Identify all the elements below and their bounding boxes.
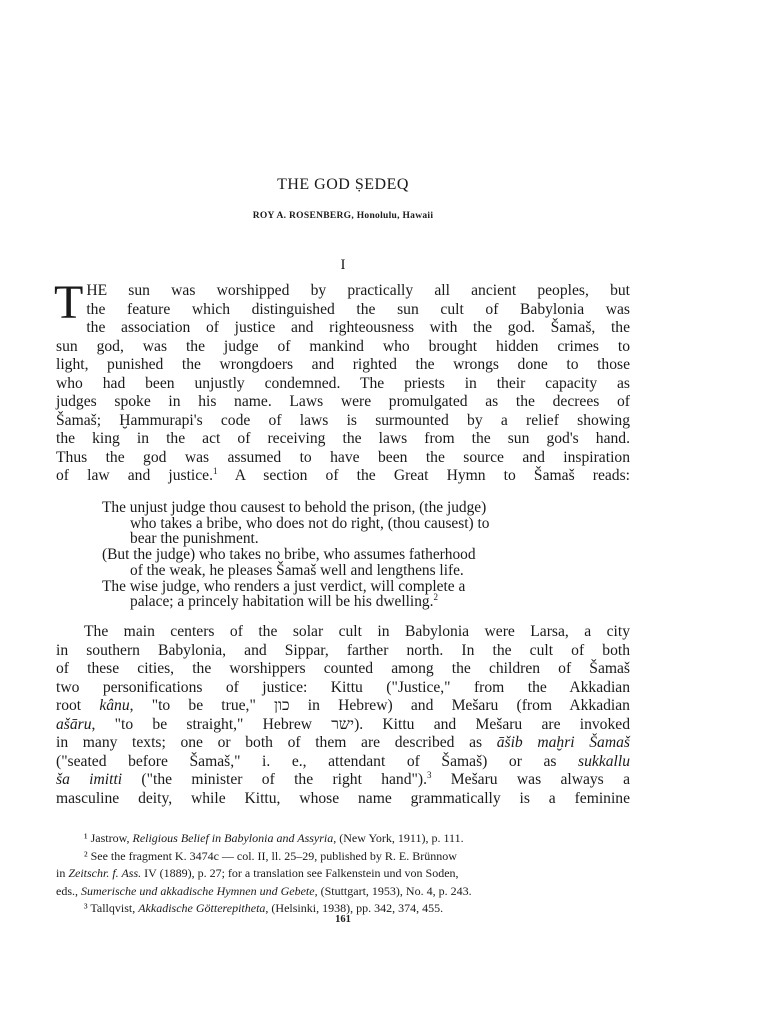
text-line: light, punished the wrongdoers and righted the wrongs done to those [56,356,630,373]
text-line [56,771,630,790]
footnote-2: ² See the fragment K. 3474c — col. II, ll. 25–29, published by R. E. Brünnow [84,848,457,863]
text-segment: , (New York, 1911), p. 111. [333,831,464,845]
page-number: 161 [335,914,351,925]
text-segment: ("the minister of the right hand"). [122,771,427,788]
quote-line [102,594,630,610]
footnote-1 [56,830,630,848]
quote-line: bear the punishment. [130,530,259,548]
quote-line: The wise judge, who renders a just verdict, will complete a [102,577,466,595]
text-line [56,716,630,735]
text-line: HE sun was worshipped by practically all ancient peoples, but [86,282,630,299]
text-line: judges spoke in his name. Laws were promulgated as the decrees of [56,393,630,410]
text-segment: ³ Tallqvist, [84,901,139,916]
text-line: of these cities, the worshippers counted among the children of Šamaš [56,660,630,677]
drop-cap: T [54,276,84,329]
footnote-ref[interactable]: 2 [433,592,438,603]
akkadian-term: sukkallu [578,752,630,770]
text-line [56,467,630,486]
text-segment: A section of the Great Hymn to Šamaš reads: [217,467,630,484]
text-line: Thus the god was assumed to have been the source and inspiration [56,448,630,466]
akkadian-term: āšib maḫri Šamaš [496,734,630,751]
quote-line: who takes a bribe, who does not do right, (thou causest) to [130,514,490,532]
quote-line: (But the judge) who takes no bribe, who assumes fatherhood [102,546,476,564]
footnote-ref[interactable]: 1 [212,465,218,476]
akkadian-term: kânu [99,697,130,714]
journal-page [56,0,630,1024]
quote-line: of the weak, he pleases Šamaš well and lengthens life. [130,561,464,579]
book-title: Akkadische Götterepitheta [138,901,266,916]
akkadian-term: ša imitti [56,771,123,788]
paragraph-1 [54,276,630,486]
article-title: THE GOD ṢEDEQ [277,176,409,193]
article-author: ROY A. ROSENBERG, Honolulu, Hawaii [252,211,434,221]
text-line: who had been unjustly condemned. The priests in their capacity as [56,374,630,392]
text-segment: Mešaru was always a [431,771,630,788]
book-title: Sumerische und akkadische Hymnen und Gebete [81,883,315,898]
text-segment: root [56,697,100,714]
text-line: two personifications of justice: Kittu ("Justice," from the Akkadian [56,678,630,696]
journal-title: Zeitschr. f. Ass. [68,866,142,881]
footnote-2-cont [56,865,630,883]
book-title: Religious Belief in Babylonia and Assyria [132,831,334,845]
text-line [56,697,630,716]
text-segment: palace; a princely habitation will be his dwelling. [130,593,434,611]
text-segment: IV (1889), p. 27; for a translation see Falkenstein und von Soden, [141,866,459,881]
text-segment: ¹ Jastrow, [84,831,133,845]
footnote-ref[interactable]: 3 [426,769,432,780]
text-segment: eds., [56,883,81,898]
text-line: the king in the act of receiving the laws from the sun god's hand. [56,430,630,447]
text-line: in southern Babylonia, and Sippar, farther north. In the cult of both [56,641,630,659]
text-line: masculine deity, while Kittu, whose name grammatically is a feminine [56,789,630,807]
footnote-2-cont [56,883,630,901]
text-line: the association of justice and righteousness with the god. Šamaš, the [86,319,630,336]
text-segment: of law and justice. [56,467,213,484]
text-segment: , "to be true," כון in Hebrew) and Mešaru (from Akkadian [129,697,630,714]
akkadian-term: ašāru [56,715,92,733]
text-line [56,734,630,753]
text-segment: , (Stuttgart, 1953), No. 4, p. 243. [314,883,472,898]
text-line [56,753,630,772]
text-segment: in many texts; one or both of them are described as [56,734,497,751]
text-segment: in [56,866,69,881]
paragraph-2 [56,623,630,808]
text-segment: , (Helsinki, 1938), pp. 342, 374, 455. [265,901,444,916]
section-numeral: I [340,257,346,273]
text-line: the feature which distinguished the sun cult of Babylonia was [86,300,630,318]
text-segment: ("seated before Šamaš," i. e., attendant of Šamaš) or as [56,752,579,770]
text-line: sun god, was the judge of mankind who brought hidden crimes to [56,337,630,355]
footnotes [56,830,630,918]
text-line: Šamaš; Ḫammurapi's code of laws is surmounted by a relief showing [56,411,630,429]
block-quote [102,500,630,610]
text-segment: , "to be straight," Hebrew ישר). Kittu and Mešaru are invoked [91,715,630,733]
text-line: The main centers of the solar cult in Babylonia were Larsa, a city [84,623,630,640]
quote-line: The unjust judge thou causest to behold the prison, (the judge) [102,499,487,516]
